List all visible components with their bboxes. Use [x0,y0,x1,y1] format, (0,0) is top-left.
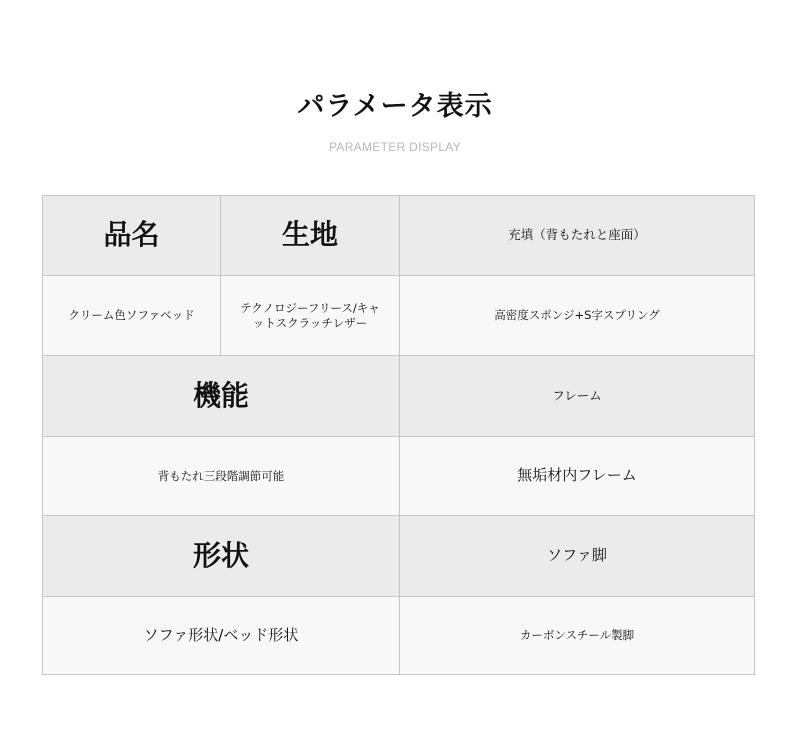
shape-heading: 形状 [43,516,400,597]
shape-value: ソファ形状/ベッド形状 [43,597,400,674]
fabric-value: テクノロジーフリース/キャットスクラッチレザー [221,276,400,356]
page-title: パラメータ表示 [297,91,493,122]
frame-value: 無垢材内フレーム [400,437,754,516]
filling-heading: 充填（背もたれと座面） [400,196,754,276]
page-subtitle: PARAMETER DISPLAY [328,140,462,154]
filling-value: 高密度スポンジ+S字スプリング [400,276,754,356]
frame-heading: フレーム [400,356,754,437]
product-name-value: クリーム色ソファベッド [43,276,221,356]
product-name-heading: 品名 [43,196,221,276]
fabric-heading: 生地 [221,196,400,276]
function-value: 背もたれ三段階調節可能 [43,437,400,516]
parameter-table [42,195,755,675]
sofa-leg-value: カーボンスチール製脚 [400,597,754,674]
function-heading: 機能 [43,356,400,437]
sofa-leg-heading: ソファ脚 [400,516,754,597]
